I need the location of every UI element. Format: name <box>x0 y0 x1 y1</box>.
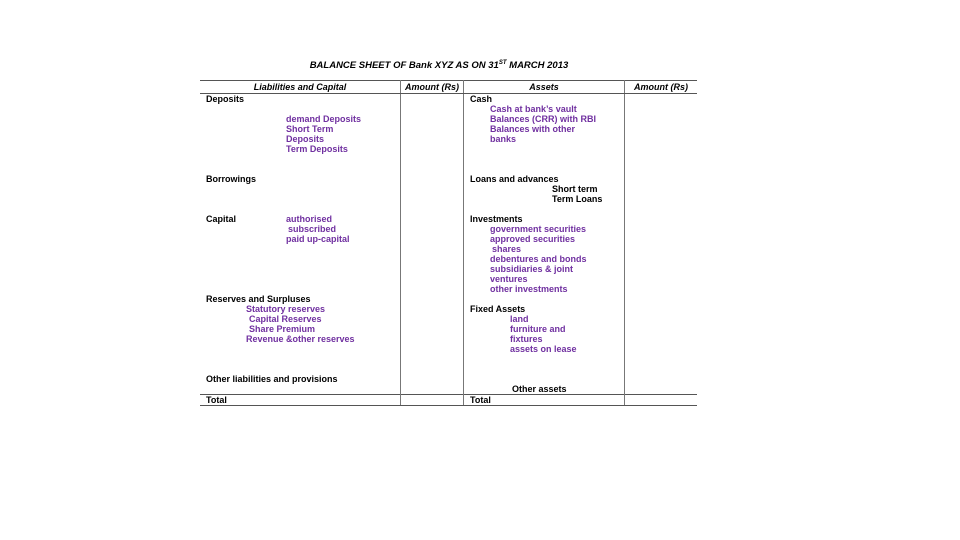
investments-item: debentures and bonds <box>490 254 587 264</box>
assets-column <box>464 94 625 395</box>
amount-left-column <box>401 94 464 395</box>
loans-item: Term Loans <box>552 194 603 204</box>
reserves-heading: Reserves and Surpluses <box>206 294 311 304</box>
cash-item: Balances with other <box>490 124 576 134</box>
investments-item: shares <box>492 244 522 254</box>
capital-item: subscribed <box>288 224 337 234</box>
total-left-amount <box>401 395 464 406</box>
fixed-assets-item: land <box>510 314 529 324</box>
spacer <box>206 344 394 354</box>
other-liabilities-heading: Other liabilities and provisions <box>206 374 338 384</box>
spacer <box>206 284 394 294</box>
cash-item: Cash at bank’s vault <box>490 104 577 114</box>
spacer <box>470 164 618 174</box>
cash-item: banks <box>490 134 517 144</box>
spacer <box>206 254 394 264</box>
spacer <box>206 274 394 284</box>
loans-item: Short term <box>552 184 598 194</box>
reserves-item: Capital Reserves <box>249 314 322 324</box>
deposit-item: Term Deposits <box>286 144 348 154</box>
spacer <box>206 354 394 364</box>
fixed-assets-item: assets on lease <box>510 344 577 354</box>
title-text: BALANCE SHEET OF Bank XYZ AS ON 31 <box>309 60 499 72</box>
spacer <box>470 364 618 374</box>
capital-item: authorised <box>286 214 333 224</box>
deposit-item: demand Deposits <box>286 114 362 124</box>
cash-item: Balances (CRR) with RBI <box>490 114 597 124</box>
spacer <box>470 294 618 304</box>
spacer <box>206 264 394 274</box>
reserves-item: Statutory reserves <box>246 304 326 314</box>
spacer <box>470 154 618 164</box>
reserves-item: Share Premium <box>249 324 316 334</box>
investments-item: other investments <box>490 284 568 294</box>
spacer <box>206 184 394 194</box>
investments-heading: Investments <box>470 214 523 224</box>
total-right-label: Total <box>464 395 625 406</box>
spacer <box>206 204 394 214</box>
spacer <box>206 104 394 114</box>
fixed-assets-item: fixtures <box>510 334 543 344</box>
spacer <box>470 354 618 364</box>
header-amount-left: Amount (Rs) <box>401 81 464 94</box>
header-assets: Assets <box>464 81 625 94</box>
header-row <box>200 81 697 94</box>
fixed-assets-item: furniture and <box>510 324 566 334</box>
header-liabilities: Liabilities and Capital <box>200 81 401 94</box>
spacer <box>206 164 394 174</box>
investments-item: government securities <box>490 224 587 234</box>
total-left-label: Total <box>200 395 401 406</box>
spacer <box>206 194 394 204</box>
capital-heading: Capital <box>206 214 237 224</box>
total-right-amount <box>625 395 698 406</box>
amount-right-column <box>625 94 698 395</box>
title-superscript: ST <box>498 60 507 66</box>
title-tail: MARCH 2013 <box>506 60 569 72</box>
header-amount-right: Amount (Rs) <box>625 81 698 94</box>
cash-heading: Cash <box>470 94 493 104</box>
investments-item: subsidiaries & joint <box>490 264 574 274</box>
spacer <box>206 364 394 374</box>
other-assets-heading: Other assets <box>512 384 567 394</box>
capital-item: paid up-capital <box>286 234 350 244</box>
investments-item: ventures <box>490 274 528 284</box>
body-row <box>200 94 697 395</box>
spacer <box>470 144 618 154</box>
balance-sheet-table <box>200 80 697 406</box>
fixed-assets-heading: Fixed Assets <box>470 304 526 314</box>
liabilities-column <box>200 94 401 395</box>
loans-heading: Loans and advances <box>470 174 559 184</box>
borrowings-heading: Borrowings <box>206 174 257 184</box>
reserves-item: Revenue &other reserves <box>246 334 355 344</box>
deposits-heading: Deposits <box>206 94 245 104</box>
deposit-item: Short Term <box>286 124 334 134</box>
spacer <box>470 204 618 214</box>
deposit-item: Deposits <box>286 134 325 144</box>
spacer <box>206 244 394 254</box>
investments-item: approved securities <box>490 234 576 244</box>
spacer <box>470 374 618 384</box>
total-row <box>200 395 697 406</box>
document-title <box>200 60 678 71</box>
spacer <box>206 154 394 164</box>
